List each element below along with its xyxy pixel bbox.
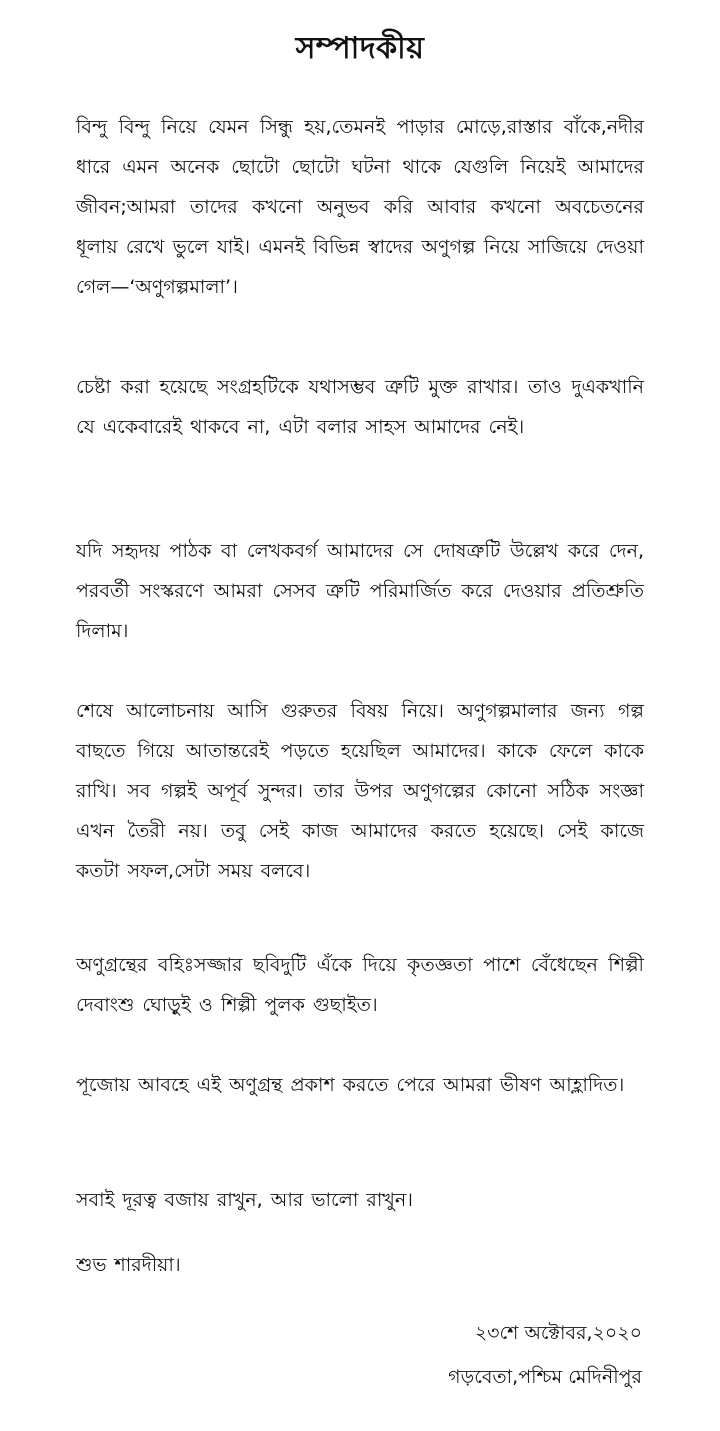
- paragraph-cover-art: অণুগ্রন্থের বহিঃসজ্জার ছবিদুটি এঁকে দিয়ে কৃতজ্ঞতা পাশে বেঁধেছেন শিল্পী দেবাংশু ঘোড়ুই ও শিল্পী পুলক গুছাইত।: [76, 954, 644, 1016]
- paragraph-reader-request: যদি সহৃদয় পাঠক বা লেখকবর্গ আমাদের সে দোষত্রুটি উল্লেখ করে দেন, পরবর্তী সংস্করণে আমরা সেসব ত্রুটি পরিমার্জিত করে দেওয়ার প্রতিশ্রুতি দিলাম।: [76, 540, 644, 642]
- paragraph-puja: পূজোয় আবহে এই অণুগ্রন্থ প্রকাশ করতে পেরে আমরা ভীষণ আহ্লাদিত।: [76, 1074, 625, 1096]
- paragraph-intro: বিন্দু বিন্দু নিয়ে যেমন সিন্ধু হয়,তেমনই পাড়ার মোড়ে,রাস্তার বাঁকে,নদীর ধারে এমন অনেক ছোটো ছোটো ঘটনা থাকে যেগুলি নিয়েই আমাদের জীবন;আমরা তাদের কখনো অনুভব করি আবার কখনো অবচেতনের ধূলায় রেখে ভুলে যাই। এমনই বিভিন্ন স্বাদের অণুগল্প নিয়ে সাজিয়ে দেওয়া গেল—‘অণুগল্পমালা’।: [76, 116, 644, 298]
- paragraph-distance: সবাই দূরত্ব বজায় রাখুন, আর ভালো রাখুন।: [76, 1189, 413, 1211]
- signature-place: গড়বেতা,পশ্চিম মেদিনীপুর: [448, 1366, 642, 1388]
- paragraph-error-free: চেষ্টা করা হয়েছে সংগ্রহটিকে যথাসম্ভব ত্রুটি মুক্ত রাখার। তাও দুএকখানি যে একেবারেই থাকবে না, এটা বলার সাহস আমাদের নেই।: [76, 376, 644, 438]
- paragraph-selection: শেষে আলোচনায় আসি গুরুতর বিষয় নিয়ে। অণুগল্পমালার জন্য গল্প বাছতে গিয়ে আতান্তরেই পড়তে হয়েছিল আমাদের। কাকে ফেলে কাকে রাখি। সব গল্পই অপূর্ব সুন্দর। তার উপর অণুগল্পের কোনো সঠিক সংজ্ঞা এখন তৈরী নয়। তবু সেই কাজ আমাদের করতে হয়েছে। সেই কাজে কতটা সফল,সেটা সময় বলবে।: [76, 700, 644, 882]
- paragraph-greeting: শুভ শারদীয়া।: [76, 1254, 181, 1276]
- signature-date: ২৩শে অক্টোবর,২০২০: [474, 1322, 642, 1344]
- page-title: সম্পাদকীয়: [295, 31, 425, 66]
